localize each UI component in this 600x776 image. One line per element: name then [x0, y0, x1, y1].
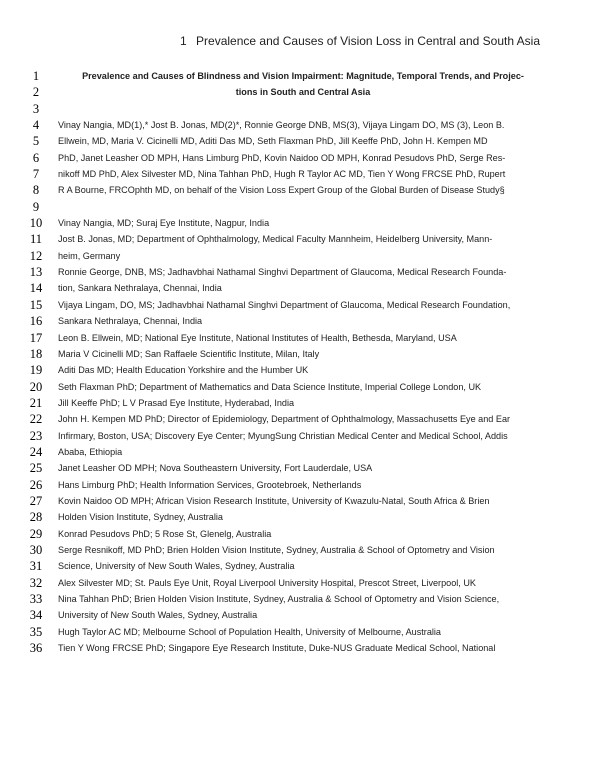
line-number: 7: [32, 167, 40, 182]
line-number: 28: [29, 510, 43, 525]
text-line: [0, 150, 600, 166]
text-line: [0, 248, 600, 264]
text-line: [0, 379, 600, 395]
text-line: [0, 493, 600, 509]
line-text: Vinay Nangia, MD; Suraj Eye Institute, Nagpur, India: [58, 218, 270, 229]
text-line: [0, 558, 600, 574]
page-number: 1: [180, 34, 187, 48]
line-number: 13: [29, 265, 43, 280]
line-number: 10: [29, 216, 43, 231]
paper-title-line: tions in South and Central Asia: [235, 87, 371, 98]
text-line: [0, 460, 600, 476]
text-line: [0, 231, 600, 247]
line-number: 34: [29, 608, 43, 623]
line-text: Ababa, Ethiopia: [58, 446, 123, 457]
line-number: 23: [29, 428, 43, 443]
text-line: [0, 199, 600, 215]
line-number: 9: [32, 199, 40, 214]
line-number: 32: [29, 575, 43, 590]
line-number: 15: [29, 297, 43, 312]
line-text: Janet Leasher OD MPH; Nova Southeastern University, Fort Lauderdale, USA: [58, 463, 373, 474]
line-number: 1: [32, 69, 40, 83]
line-number: 36: [29, 641, 43, 656]
line-text: Maria V Cicinelli MD; San Raffaele Scientific Institute, Milan, Italy: [58, 348, 320, 359]
line-text: Tien Y Wong FRCSE PhD; Singapore Eye Research Institute, Duke-NUS Graduate Medical School, National: [58, 643, 496, 654]
line-number: 31: [29, 559, 43, 574]
text-line: [0, 542, 600, 558]
line-number: 16: [29, 314, 43, 329]
line-number: 30: [29, 542, 43, 557]
line-number: 14: [29, 281, 43, 296]
line-number: 18: [29, 346, 43, 361]
line-text: tion, Sankara Nethralaya, Chennai, India: [58, 283, 222, 294]
line-number: 21: [29, 395, 43, 410]
running-header-title: Prevalence and Causes of Vision Loss in Central and South Asia: [196, 34, 541, 48]
line-text: Hugh Taylor AC MD; Melbourne School of Population Health, University of Melbourne, Australia: [58, 626, 441, 637]
line-number: 29: [29, 526, 43, 541]
line-number: 25: [29, 461, 43, 476]
text-line: [0, 297, 600, 313]
text-line: [0, 444, 600, 460]
line-text: Vinay Nangia, MD(1),* Jost B. Jonas, MD(2)*, Ronnie George DNB, MS(3), Vijaya Lingam DO, MS (3), Leon B.: [58, 120, 505, 131]
line-text: Seth Flaxman PhD; Department of Mathematics and Data Science Institute, Imperial College London, UK: [58, 381, 482, 392]
line-text: R A Bourne, FRCOphth MD, on behalf of the Vision Loss Expert Group of the Global Burden of Disease Study§: [58, 185, 505, 196]
paper-title-line: Prevalence and Causes of Blindness and Vision Impairment: Magnitude, Temporal Trends, and Projec-: [82, 71, 524, 81]
line-text: Infirmary, Boston, USA; Discovery Eye Center; MyungSung Christian Medical Center and Medical School, Addis: [58, 430, 508, 441]
text-line: [0, 509, 600, 525]
text-line: [0, 313, 600, 329]
line-text: Ellwein, MD, Maria V. Cicinelli MD, Aditi Das MD, Seth Flaxman PhD, Jill Keeffe PhD, John H. Kempen MD: [58, 136, 488, 147]
line-number: 6: [32, 150, 40, 165]
line-number: 3: [32, 101, 40, 116]
line-text: Aditi Das MD; Health Education Yorkshire and the Humber UK: [58, 365, 309, 376]
line-text: Jost B. Jonas, MD; Department of Ophthalmology, Medical Faculty Mannheim, Heidelberg University, Mann-: [58, 234, 493, 245]
line-text: Jill Keeffe PhD; L V Prasad Eye Institute, Hyderabad, India: [58, 397, 295, 408]
line-text: PhD, Janet Leasher OD MPH, Hans Limburg PhD, Kovin Naidoo OD MPH, Konrad Pesudovs PhD, Serge Res-: [58, 152, 506, 163]
line-number: 35: [29, 624, 43, 639]
text-line: [0, 640, 600, 656]
text-line: [0, 346, 600, 362]
text-line: [0, 624, 600, 640]
line-text: University of New South Wales, Sydney, Australia: [58, 610, 258, 621]
line-number: 17: [29, 330, 43, 345]
line-number: 12: [29, 248, 43, 263]
text-line: [0, 182, 600, 198]
line-text: Nina Tahhan PhD; Brien Holden Vision Institute, Sydney, Australia & School of Optometry and Vision Science,: [58, 594, 500, 604]
line-number: 11: [29, 232, 43, 247]
line-text: Alex Silvester MD; St. Pauls Eye Unit, Royal Liverpool University Hospital, Prescot Street, Liverpool, UK: [58, 577, 476, 588]
line-number: 22: [29, 412, 43, 427]
text-line: [0, 428, 600, 444]
text-line: [0, 101, 600, 117]
line-text: John H. Kempen MD PhD; Director of Epidemiology, Department of Ophthalmology, Massachusetts Eye and Ear: [58, 414, 511, 425]
text-line: [0, 607, 600, 623]
line-text: Holden Vision Institute, Sydney, Australia: [58, 512, 223, 523]
line-text: Leon B. Ellwein, MD; National Eye Institute, National Institutes of Health, Bethesda, Maryland, USA: [58, 332, 457, 343]
line-text: Sankara Nethralaya, Chennai, India: [58, 316, 203, 327]
line-number: 24: [29, 444, 43, 459]
line-number: 8: [32, 183, 40, 198]
line-text: Konrad Pesudovs PhD; 5 Rose St, Glenelg, Australia: [58, 528, 272, 539]
text-line: [0, 330, 600, 346]
text-line: [0, 477, 600, 493]
line-text: Serge Resnikoff, MD PhD; Brien Holden Vision Institute, Sydney, Australia & School of Optometry and Vision: [58, 544, 495, 555]
line-text: heim, Germany: [58, 250, 121, 261]
line-number: 19: [29, 363, 43, 378]
text-line: [0, 591, 600, 607]
line-number: 5: [32, 134, 40, 149]
text-line: [0, 526, 600, 542]
line-number: 33: [29, 592, 43, 606]
text-line: [0, 117, 600, 133]
line-text: Science, University of New South Wales, Sydney, Australia: [58, 561, 295, 572]
text-line: [0, 264, 600, 280]
line-text: Kovin Naidoo OD MPH; African Vision Research Institute, University of Kwazulu-Natal, South Africa & Brien: [58, 495, 490, 506]
text-line: [0, 395, 600, 411]
line-text: nikoff MD PhD, Alex Silvester MD, Nina Tahhan PhD, Hugh R Taylor AC MD, Tien Y Wong FRCSE PhD, Rupert: [58, 169, 506, 180]
text-line: [0, 575, 600, 591]
line-number: 20: [29, 379, 43, 394]
line-numbered-body: [0, 68, 600, 656]
running-header: [180, 34, 550, 48]
line-number: 4: [32, 118, 40, 133]
text-line: [0, 84, 600, 100]
text-line: [0, 133, 600, 149]
text-line: [0, 280, 600, 296]
line-number: 27: [29, 493, 43, 508]
text-line: [0, 215, 600, 231]
text-line: [0, 362, 600, 378]
line-number: 26: [29, 477, 43, 492]
text-line: [0, 411, 600, 427]
line-number: 2: [32, 85, 40, 100]
line-text: Hans Limburg PhD; Health Information Services, Grootebroek, Netherlands: [58, 479, 362, 490]
text-line: [0, 68, 600, 84]
line-text: Ronnie George, DNB, MS; Jadhavbhai Nathamal Singhvi Department of Glaucoma, Medical Research Founda-: [58, 267, 507, 278]
text-line: [0, 166, 600, 182]
line-text: Vijaya Lingam, DO, MS; Jadhavbhai Nathamal Singhvi Department of Glaucoma, Medical Research Foundation,: [58, 299, 511, 310]
